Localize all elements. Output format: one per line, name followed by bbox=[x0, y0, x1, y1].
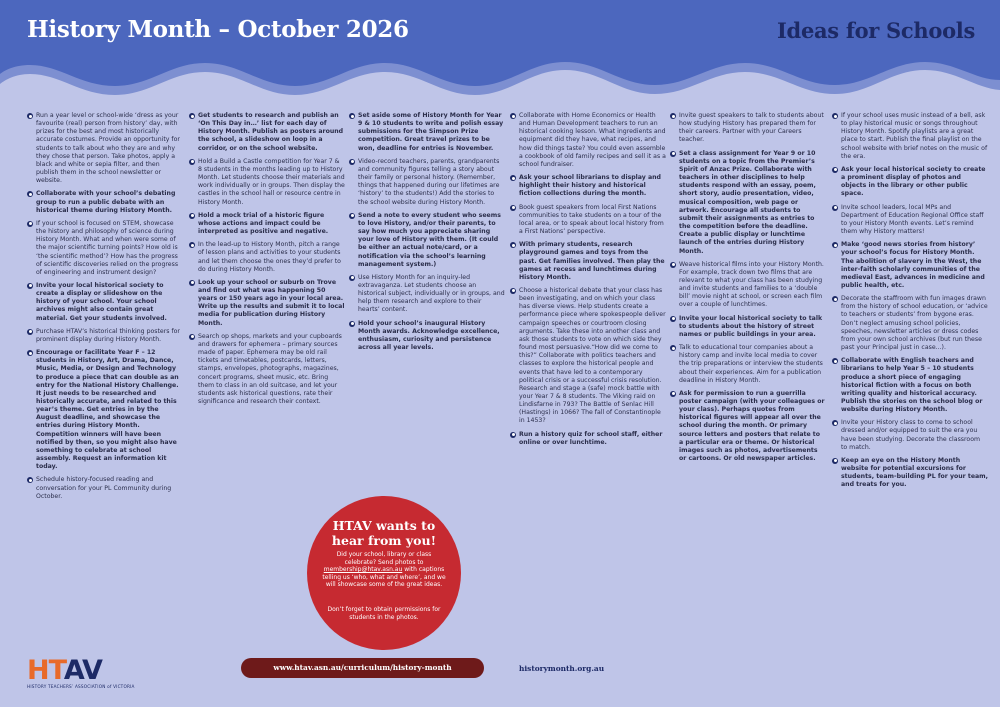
bullet-icon bbox=[189, 113, 195, 119]
bullet-icon bbox=[832, 205, 838, 211]
bullet-icon bbox=[189, 213, 195, 219]
bullet-icon bbox=[27, 221, 33, 227]
logo-ht-letters: HT bbox=[27, 655, 64, 686]
bullet-icon bbox=[27, 113, 33, 119]
idea-item bbox=[670, 112, 826, 145]
bullet-icon bbox=[349, 275, 355, 281]
bullet-icon bbox=[27, 329, 33, 335]
bullet-icon bbox=[510, 205, 516, 211]
bullet-icon bbox=[349, 159, 355, 165]
bullet-icon bbox=[832, 458, 838, 464]
idea-text: Use History Month for an inquiry-led extravaganza. Let students choose an historical subject, individually or in groups, and help them research and explore to their hearts’ content. bbox=[358, 273, 505, 314]
idea-item bbox=[349, 158, 505, 207]
idea-text: Search op shops, markets and your cupboards and drawers for ephemera – primary sources made of paper. Ephemera may be old rail tickets and timetables, postcards, letters, stamps, envelopes, photographs, magazines, concert programs, sheet music, etc. Bring them to class in an old suitcase, and let your students ask historical questions, rate their significance and research their context. bbox=[198, 332, 342, 405]
ideas-column-3 bbox=[349, 112, 505, 357]
bullet-icon bbox=[349, 321, 355, 327]
bullet-icon bbox=[510, 242, 516, 248]
idea-item bbox=[670, 390, 826, 463]
idea-text: Look up your school or suburb on Trove and find out what was happening 50 years or 150 years ago in your local area. Write up the results and submit it to local media for publication during History Month. bbox=[198, 278, 345, 327]
idea-text: Encourage or facilitate Year F – 12 students in History, Art, Drama, Dance, Music, Media, or Design and Technology to produce a piece that can double as an entry for the National History Challenge. It just needs to be researched and historically accurate, and related to this year’s theme. Get entries in by the August deadline, and showcase the entries during History Month. Competition winners will have been notified by then, so you might also have something to celebrate at school assembly. Request an information kit today. bbox=[36, 349, 179, 471]
page-title: History Month – October 2026 bbox=[27, 16, 409, 43]
htav-logo bbox=[27, 656, 135, 689]
idea-item bbox=[510, 112, 666, 169]
bullet-icon bbox=[510, 432, 516, 438]
promo-body-after: with captions telling us ‘who, what and where’, and we will showcase some of the great ideas. bbox=[322, 566, 446, 589]
idea-text: With primary students, research playground games and toys from the past. Get families involved. Then play the games at recess and lunchtimes during History Month. bbox=[519, 241, 665, 281]
idea-item bbox=[510, 431, 666, 447]
idea-item bbox=[832, 166, 988, 199]
promo-heading: HTAV wants to hear from you! bbox=[331, 518, 437, 548]
idea-text: Video-record teachers, parents, grandparents and community figures telling a story about their family or personal history. (Remember, things that happened during our lifetimes are ‘history’ to the students!) Add the stories to the school website during History Month. bbox=[358, 157, 500, 206]
bullet-icon bbox=[189, 242, 195, 248]
idea-item bbox=[832, 241, 988, 290]
promo-permission-note: Don’t forget to obtain permissions for students in the photos. bbox=[327, 606, 441, 621]
ideas-column-2 bbox=[189, 112, 345, 411]
bullet-icon bbox=[832, 296, 838, 302]
ideas-column-5 bbox=[670, 112, 826, 468]
idea-item bbox=[349, 112, 505, 153]
idea-text: Collaborate with English teachers and librarians to help Year 5 – 10 students produce a short piece of engaging historical fiction with a focus on both writing quality and historical accuracy. Publish the stories on the school blog or website during History Month. bbox=[841, 357, 983, 414]
bullet-icon bbox=[349, 113, 355, 119]
idea-item bbox=[832, 112, 988, 161]
idea-item bbox=[189, 112, 345, 153]
idea-text: Hold your school’s inaugural History Month awards. Acknowledge excellence, enthusiasm, curiosity and persistence across all year levels. bbox=[358, 319, 500, 352]
idea-item bbox=[27, 328, 183, 344]
idea-text: If your school is focused on STEM, showcase the history and philosophy of science during History Month. What and when were some of the major scientific turning points? How old is ‘the scientific method’? How has the progress of scientific discoveries relied on the progress of engineering and instrument design? bbox=[36, 219, 179, 276]
idea-item bbox=[510, 241, 666, 282]
idea-text: Invite your History class to come to school dressed and/or equipped to suit the era you have been studying. Decorate the classroom to match. bbox=[841, 419, 981, 451]
idea-text: Invite guest speakers to talk to students about how studying History has prepared them for their careers. Partner with your Careers teacher. bbox=[679, 112, 824, 144]
bullet-icon bbox=[670, 151, 676, 157]
bullet-icon bbox=[670, 345, 676, 351]
idea-text: Make ‘good news stories from history’ your school’s focus for History Month. The abolition of slavery in the West, the inter-faith scholarly communities of the medieval East, advances in medicine and public health, etc. bbox=[841, 241, 985, 289]
bullet-icon bbox=[832, 113, 838, 119]
history-month-site-link[interactable]: historymonth.org.au bbox=[519, 664, 605, 673]
idea-text: Talk to educational tour companies about a history camp and invite local media to cover the trip preparations or interview the students about their experiences. Aim for a publication deadline in History Month. bbox=[679, 344, 823, 384]
promo-body bbox=[321, 551, 447, 589]
idea-text: Send a note to every student who seems to love History, and/or their parents, to say how much you appreciate sharing your love of History with them. (It could be either an actual note/card, or a notification via the school’s learning management system.) bbox=[358, 211, 501, 268]
bullet-icon bbox=[27, 283, 33, 289]
bullet-icon bbox=[27, 191, 33, 197]
idea-item bbox=[27, 282, 183, 323]
bullet-icon bbox=[670, 316, 676, 322]
idea-text: Invite your local historical society to create a display or slideshow on the history of your school. Your school archives might also contain great material. Get your students involved. bbox=[36, 281, 167, 322]
idea-item bbox=[27, 349, 183, 471]
idea-item bbox=[27, 112, 183, 185]
idea-text: Ask your local historical society to create a prominent display of photos and objects in the library or other public space. bbox=[841, 165, 986, 198]
idea-text: Book guest speakers from local First Nations communities to take students on a tour of the local area, or to speak about local history from a First Nations’ perspective. bbox=[519, 203, 664, 236]
feedback-promo-circle bbox=[307, 496, 461, 650]
bullet-icon bbox=[510, 288, 516, 294]
idea-item bbox=[832, 457, 988, 490]
idea-item bbox=[189, 333, 345, 406]
idea-item bbox=[670, 344, 826, 385]
idea-item bbox=[510, 287, 666, 426]
idea-text: Choose a historical debate that your class has been investigating, and on which your class has diverse views. Help students create a performance piece where spokespeople deliver campaign speeches or courtroom closing arguments. Take these into another class and ask those students to vote on which side they found most persuasive.“How did we come to this?” Collaborate with politics teachers and classes to explore the historical people and events that have led to a contemporary political crisis or a successful crisis resolution. Research and stage a (safe) mock battle with your Year 7 & 8 students. The Viking raid on Lindisfarne in 793? The Battle of Senlac Hill (Hastings) in 1066? The fall of Constantinople in 1453? bbox=[519, 286, 666, 425]
idea-text: Set aside some of History Month for Year 9 & 10 students to write and polish essay submissions for the Simpson Prize competition. Great travel prizes to be won, deadline for entries is November. bbox=[358, 112, 504, 152]
idea-item bbox=[832, 419, 988, 452]
idea-text: Ask your school librarians to display and highlight their history and historical fiction collections during the month. bbox=[519, 174, 661, 198]
idea-text: If your school uses music instead of a bell, ask to play historical music or songs throughout History Month. Spotify playlists are a great place to start. Publish the final playlist on the school website with brief notes on the music of the era. bbox=[841, 112, 988, 160]
idea-text: Invite school leaders, local MPs and Department of Education Regional Office staff to your History Month events. Let’s remind them why History matters! bbox=[841, 203, 984, 236]
idea-item bbox=[510, 174, 666, 198]
idea-item bbox=[189, 212, 345, 236]
bullet-icon bbox=[27, 477, 33, 483]
bullet-icon bbox=[189, 334, 195, 340]
idea-text: Collaborate with Home Economics or Health and Human Development teachers to run an historical cooking lesson. What ingredients and equipment did they have, what recipes, and how did things taste? You could even assemble a cookbook of old family recipes and sell it as a school fundraiser. bbox=[519, 112, 666, 168]
idea-item bbox=[670, 150, 826, 256]
idea-item bbox=[27, 190, 183, 214]
page-subtitle: Ideas for Schools bbox=[777, 18, 975, 43]
idea-item bbox=[670, 315, 826, 339]
idea-item bbox=[510, 204, 666, 237]
idea-text: In the lead-up to History Month, pitch a range of lesson plans and activities to your students and let them choose the ones they’d prefer to do during History Month. bbox=[198, 241, 341, 273]
bullet-icon bbox=[670, 113, 676, 119]
idea-text: Hold a mock trial of a historic figure whose actions and impact could be interpreted as positive and negative. bbox=[198, 211, 329, 236]
bullet-icon bbox=[832, 358, 838, 364]
logo-av-letters: AV bbox=[63, 655, 102, 686]
bullet-icon bbox=[832, 420, 838, 426]
bullet-icon bbox=[670, 262, 676, 268]
bullet-icon bbox=[832, 167, 838, 173]
idea-item bbox=[27, 220, 183, 277]
idea-text: Collaborate with your school’s debating group to run a public debate with an historical theme during History Month. bbox=[36, 190, 176, 214]
idea-item bbox=[189, 241, 345, 274]
idea-item bbox=[189, 279, 345, 328]
idea-item bbox=[832, 295, 988, 352]
idea-item bbox=[349, 274, 505, 315]
promo-body-before: Did your school, library or class celebrate? Send photos to bbox=[336, 551, 432, 566]
idea-item bbox=[832, 204, 988, 237]
idea-text: Purchase HTAV’s historical thinking posters for prominent display during History Month. bbox=[36, 327, 180, 343]
bullet-icon bbox=[670, 391, 676, 397]
idea-text: Decorate the staffroom with fun images drawn from the history of school education, or ‘advice to teachers or students’ from bygone eras. Don’t neglect amusing school policies, speeches, newsletter articles or dress codes from your own school archives (but run these past your Principal just in case...). bbox=[841, 295, 988, 352]
htav-logo-mark bbox=[27, 656, 135, 686]
bullet-icon bbox=[832, 242, 838, 248]
idea-text: Invite your local historical society to talk to students about the history of street names or public buildings in your area. bbox=[679, 314, 823, 338]
idea-text: Ask for permission to run a guerrilla poster campaign (with your colleagues or your class). Perhaps quotes from historical figures will appear all over the school during the month. Or primary source letters and posters that relate to a particular era or theme. Or historical images such as photos, advertisements or cartoons. Or old newspaper articles. bbox=[679, 389, 825, 463]
idea-item bbox=[670, 261, 826, 310]
ideas-column-4 bbox=[510, 112, 666, 452]
idea-text: Keep an eye on the History Month website for potential excursions for students, team-building PL for your team, and treats for you. bbox=[841, 456, 988, 489]
idea-item bbox=[189, 158, 345, 207]
idea-text: Run a history quiz for school staff, either online or over lunchtime. bbox=[519, 430, 663, 446]
idea-text: Get students to research and publish an ‘On This Day in…’ list for each day of History Month. Publish as posters around the school, a slideshow on loop in a corridor, or on the school website. bbox=[198, 112, 344, 152]
curriculum-url-link[interactable]: www.htav.asn.au/curriculum/history-month bbox=[241, 658, 484, 678]
idea-text: Schedule history-focused reading and conversation for your PL Community during October. bbox=[36, 476, 172, 500]
logo-subtitle: HISTORY TEACHERS’ ASSOCIATION of VICTORIA bbox=[27, 684, 135, 689]
idea-item bbox=[349, 320, 505, 353]
bullet-icon bbox=[189, 280, 195, 286]
ideas-column-1 bbox=[27, 112, 183, 506]
bullet-icon bbox=[510, 113, 516, 119]
idea-text: Run a year level or school-wide ‘dress as your favourite (real) person from history’ day, with prizes for the best and most historically accurate costumes. Provide an opportunity for students to talk about who they are and why they chose that person. Take photos, apply a black and white or sepia filter, and then publish them in the school newsletter or website. bbox=[36, 112, 180, 185]
idea-item bbox=[27, 476, 183, 500]
ideas-column-6 bbox=[832, 112, 988, 495]
idea-text: Weave historical films into your History Month. For example, track down two films that are relevant to what your class has been studying and invite students and families to a ‘double bill’ movie night at school, or screen each film over a couple of lunchtimes. bbox=[679, 260, 824, 309]
promo-email-link[interactable]: membership@htav.asn.au bbox=[323, 566, 403, 574]
bullet-icon bbox=[510, 175, 516, 181]
bullet-icon bbox=[189, 159, 195, 165]
bullet-icon bbox=[27, 350, 33, 356]
bullet-icon bbox=[349, 213, 355, 219]
idea-item bbox=[349, 212, 505, 269]
idea-text: Set a class assignment for Year 9 or 10 students on a topic from the Premier’s Spirit of Anzac Prize. Collaborate with teachers in other disciplines to help students respond with an essay, poem, short story, audio presentation, video, musical composition, web page or artwork. Encourage all students to submit their assignments as entries to the competition before the deadline. Create a public display or lunchtime launch of the entries during History Month. bbox=[679, 149, 816, 255]
idea-item bbox=[832, 357, 988, 414]
idea-text: Hold a Build a Castle competition for Year 7 & 8 students in the months leading up to History Month. Let students choose their materials and work individually or in groups. Then display the castles in the school hall or resource centre in History Month. bbox=[198, 157, 345, 206]
